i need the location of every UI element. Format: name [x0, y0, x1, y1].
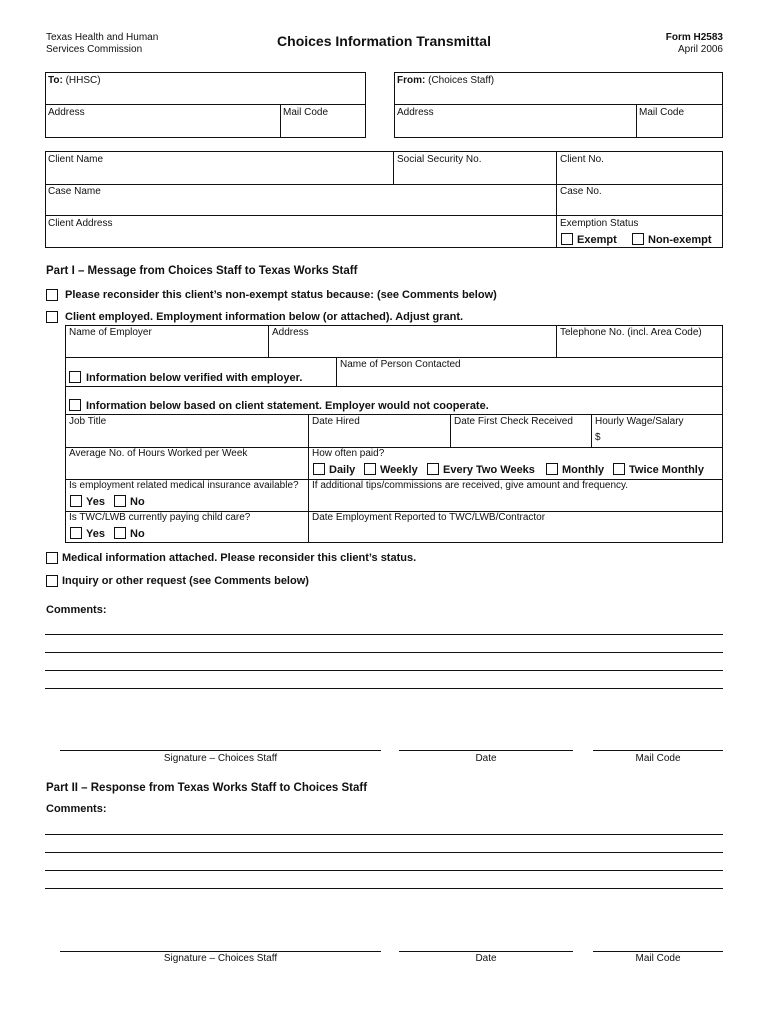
client-statement-label: Information below based on client statement. Employer would not cooperate. — [86, 400, 489, 412]
inquiry-label: Inquiry or other request (see Comments below) — [62, 575, 309, 587]
job-title[interactable]: Job Title — [69, 416, 107, 427]
part1-comment-line-2[interactable] — [45, 652, 723, 653]
weekly-label: Weekly — [380, 464, 418, 476]
every-two-weeks-label: Every Two Weeks — [443, 464, 535, 476]
part1-mailcode-label: Mail Code — [635, 753, 681, 764]
part1-date-line[interactable] — [399, 750, 573, 751]
case-name[interactable]: Case Name — [48, 186, 101, 197]
date-reported[interactable]: Date Employment Reported to TWC/LWB/Contractor — [312, 512, 546, 523]
part1-heading: Part I – Message from Choices Staff to Texas Works Staff — [46, 265, 358, 277]
part2-date-label: Date — [475, 953, 497, 964]
dollar-sign: $ — [595, 432, 601, 443]
hourly-wage[interactable]: Hourly Wage/Salary — [595, 416, 684, 427]
part2-mailcode-label: Mail Code — [635, 953, 681, 964]
non-exempt-checkbox[interactable] — [632, 233, 644, 245]
monthly-checkbox[interactable] — [546, 463, 558, 475]
childcare-no-label: No — [130, 528, 145, 540]
twice-monthly-label: Twice Monthly — [629, 464, 704, 476]
client-statement-checkbox[interactable] — [69, 399, 81, 411]
from-address[interactable]: Address — [397, 107, 434, 118]
part1-comment-line-3[interactable] — [45, 670, 723, 671]
person-contacted[interactable]: Name of Person Contacted — [340, 359, 461, 370]
childcare-no-checkbox[interactable] — [114, 527, 126, 539]
agency-line-1: Texas Health and Human — [46, 32, 159, 43]
form-title: Choices Information Transmittal — [277, 33, 491, 49]
client-address[interactable]: Client Address — [48, 218, 113, 229]
daily-label: Daily — [329, 464, 356, 476]
part1-signature-label: Signature – Choices Staff — [163, 753, 278, 764]
exempt-checkbox[interactable] — [561, 233, 573, 245]
part1-comment-line-4[interactable] — [45, 688, 723, 689]
child-care-question: Is TWC/LWB currently paying child care? — [69, 512, 251, 523]
employer-name[interactable]: Name of Employer — [69, 327, 152, 338]
form-number: Form H2583 — [665, 32, 723, 43]
part2-signature-label: Signature – Choices Staff — [163, 953, 278, 964]
twice-monthly-checkbox[interactable] — [613, 463, 625, 475]
daily-checkbox[interactable] — [313, 463, 325, 475]
weekly-checkbox[interactable] — [364, 463, 376, 475]
agency-line-2: Services Commission — [46, 44, 143, 55]
insurance-no-checkbox[interactable] — [114, 495, 126, 507]
ssn[interactable]: Social Security No. — [397, 154, 482, 165]
avg-hours[interactable]: Average No. of Hours Worked per Week — [69, 448, 248, 459]
part2-mailcode-line[interactable] — [593, 951, 723, 952]
employer-address[interactable]: Address — [272, 327, 309, 338]
part2-comment-line-4[interactable] — [45, 888, 723, 889]
inquiry-checkbox[interactable] — [46, 575, 58, 587]
insurance-no-label: No — [130, 496, 145, 508]
monthly-label: Monthly — [562, 464, 605, 476]
to-mail-code[interactable]: Mail Code — [283, 107, 329, 118]
childcare-yes-checkbox[interactable] — [70, 527, 82, 539]
part2-comment-line-1[interactable] — [45, 834, 723, 835]
part2-comment-line-3[interactable] — [45, 870, 723, 871]
from-mail-code[interactable]: Mail Code — [639, 107, 685, 118]
part2-signature-line[interactable] — [60, 951, 381, 952]
client-no[interactable]: Client No. — [560, 154, 604, 165]
tips-commissions[interactable]: If additional tips/commissions are received, give amount and frequency. — [312, 480, 629, 491]
to-label[interactable]: To: (HHSC) — [48, 75, 101, 86]
part1-comment-line-1[interactable] — [45, 634, 723, 635]
medical-info-label: Medical information attached. Please reconsider this client’s status. — [62, 552, 417, 564]
non-exempt-label: Non-exempt — [648, 234, 712, 246]
client-box — [45, 151, 723, 248]
insurance-yes-label: Yes — [86, 496, 105, 508]
part1-signature-line[interactable] — [60, 750, 381, 751]
part2-heading: Part II – Response from Texas Works Staff to Choices Staff — [46, 782, 368, 794]
every-two-weeks-checkbox[interactable] — [427, 463, 439, 475]
employed-checkbox[interactable] — [46, 311, 58, 323]
reconsider-label: Please reconsider this client’s non-exempt status because: (see Comments below) — [65, 289, 497, 301]
form-id — [666, 32, 723, 56]
part1-date-label: Date — [475, 753, 497, 764]
date-first-check[interactable]: Date First Check Received — [454, 416, 573, 427]
employer-telephone[interactable]: Telephone No. (incl. Area Code) — [560, 327, 702, 338]
form-date: April 2006 — [677, 44, 723, 55]
case-no[interactable]: Case No. — [560, 186, 602, 197]
reconsider-checkbox[interactable] — [46, 289, 58, 301]
from-label[interactable]: From: (Choices Staff) — [397, 75, 495, 86]
client-name[interactable]: Client Name — [48, 154, 104, 165]
exemption-status: Exemption Status — [560, 218, 639, 229]
part2-comments-label: Comments: — [46, 803, 107, 815]
part2-comment-line-2[interactable] — [45, 852, 723, 853]
part1-comments-label: Comments: — [46, 604, 107, 616]
childcare-yes-label: Yes — [86, 528, 105, 540]
part2-date-line[interactable] — [399, 951, 573, 952]
verified-checkbox[interactable] — [69, 371, 81, 383]
medical-insurance-question: Is employment related medical insurance available? — [69, 480, 299, 491]
to-address[interactable]: Address — [48, 107, 85, 118]
employed-label: Client employed. Employment information below (or attached). Adjust grant. — [65, 311, 464, 323]
date-hired[interactable]: Date Hired — [312, 416, 360, 427]
exempt-label: Exempt — [577, 234, 617, 246]
how-often-paid: How often paid? — [312, 448, 385, 459]
part1-mailcode-line[interactable] — [593, 750, 723, 751]
medical-info-checkbox[interactable] — [46, 552, 58, 564]
insurance-yes-checkbox[interactable] — [70, 495, 82, 507]
verified-label: Information below verified with employer. — [86, 372, 303, 384]
